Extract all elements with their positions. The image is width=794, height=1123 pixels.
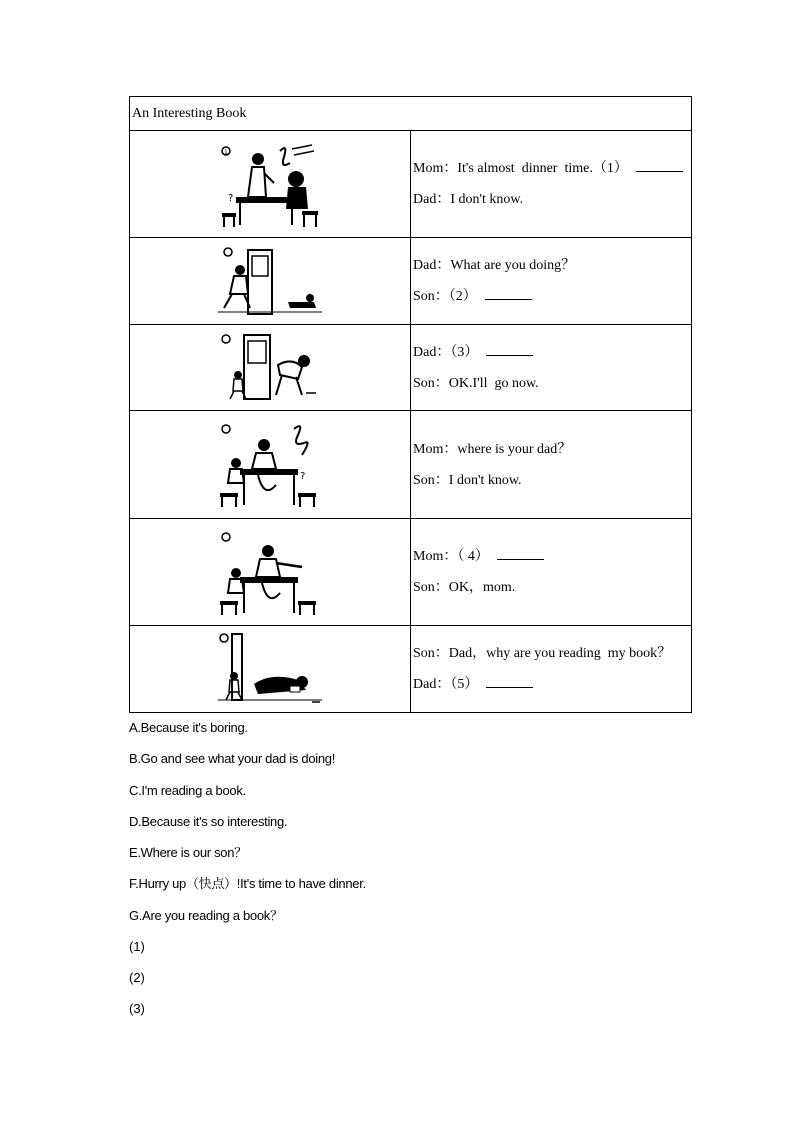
answer-lines <box>129 935 145 1028</box>
option-b: B.Go and see what your dad is doing! <box>129 751 336 767</box>
panel-6-dialogue <box>411 626 692 713</box>
blank-5[interactable] <box>486 675 533 688</box>
blank-2[interactable] <box>485 287 532 300</box>
panel-5-line-1 <box>413 541 691 572</box>
panel-3-line-1-text: Dad：（3） <box>413 344 479 360</box>
panel-6-line-1: Son：Dad，why are you reading my book？ <box>413 646 672 661</box>
panel-1-dialogue <box>411 131 692 238</box>
story-row-2 <box>130 238 692 325</box>
panel-2-line-2-text: Son：（2） <box>413 289 477 304</box>
panel-3-picture <box>130 325 411 411</box>
panel-2-line-1: Dad：What are you doing？ <box>413 258 576 273</box>
panel-5-dialogue <box>411 519 692 626</box>
panel-6-line-2-text: Dad：（5） <box>413 677 479 692</box>
panel-1-line-2: Dad：I don't know. <box>413 192 524 207</box>
answer-3[interactable]: (3) <box>129 1001 145 1016</box>
panel-6-line-2 <box>413 669 691 700</box>
story-title: An Interesting Book <box>130 97 692 131</box>
svg-text:?: ? <box>228 193 234 204</box>
blank-4[interactable] <box>497 547 544 560</box>
panel-6-picture <box>130 626 411 713</box>
option-d: D.Because it's so interesting. <box>129 813 288 829</box>
panel-5-mom-son-table-icon <box>218 419 322 511</box>
story-row-1 <box>130 131 692 238</box>
story-row-4 <box>130 411 692 519</box>
panel-5-line-2: Son：OK，mom. <box>413 580 516 595</box>
panel-4-line-1: Mom：where is your dad？ <box>413 441 572 457</box>
panel-1-dinner-table-icon <box>218 139 322 229</box>
panel-5-picture <box>130 519 411 626</box>
answer-options <box>129 716 366 935</box>
panel-8-dad-reading-floor-icon <box>218 632 322 706</box>
panel-2-picture <box>130 238 411 325</box>
option-f: F.Hurry up（快点）!It's time to have dinner. <box>129 876 366 892</box>
panel-4-line-2: Son：I don't know. <box>413 472 522 488</box>
option-g: G.Are you reading a book？ <box>129 907 283 923</box>
blank-1[interactable] <box>636 159 683 172</box>
panel-2-son-running-icon <box>218 244 322 318</box>
panel-3-dialogue <box>411 325 692 411</box>
panel-3-line-2: Son：OK.I'll go now. <box>413 375 539 391</box>
panel-3-dad-doorway-icon <box>218 331 322 405</box>
panel-1-line-1 <box>413 153 691 184</box>
panel-4-dialogue <box>411 411 692 519</box>
panel-2-dialogue <box>411 238 692 325</box>
story-row-6 <box>130 626 692 713</box>
panel-1-line-1-text: Mom：It's almost dinner time.（1） <box>413 161 628 176</box>
story-row-3 <box>130 325 692 411</box>
panel-5-line-1-text: Mom：（ 4） <box>413 549 489 564</box>
panel-2-line-2 <box>413 281 691 312</box>
story-row-5 <box>130 519 692 626</box>
panel-7-mom-pointing-icon <box>218 527 322 617</box>
answer-1[interactable]: (1) <box>129 939 145 954</box>
blank-3[interactable] <box>486 343 533 356</box>
story-table <box>129 96 692 713</box>
panel-4-picture <box>130 411 411 519</box>
option-c: C.I'm reading a book. <box>129 782 246 798</box>
svg-text:1: 1 <box>224 149 228 156</box>
option-e: E.Where is our son？ <box>129 845 247 861</box>
answer-2[interactable]: (2) <box>129 970 145 985</box>
option-a: A.Because it's boring. <box>129 720 248 735</box>
panel-3-line-1 <box>413 337 691 368</box>
svg-text:?: ? <box>300 470 306 482</box>
panel-1-picture <box>130 131 411 238</box>
story-sheet <box>129 96 692 713</box>
